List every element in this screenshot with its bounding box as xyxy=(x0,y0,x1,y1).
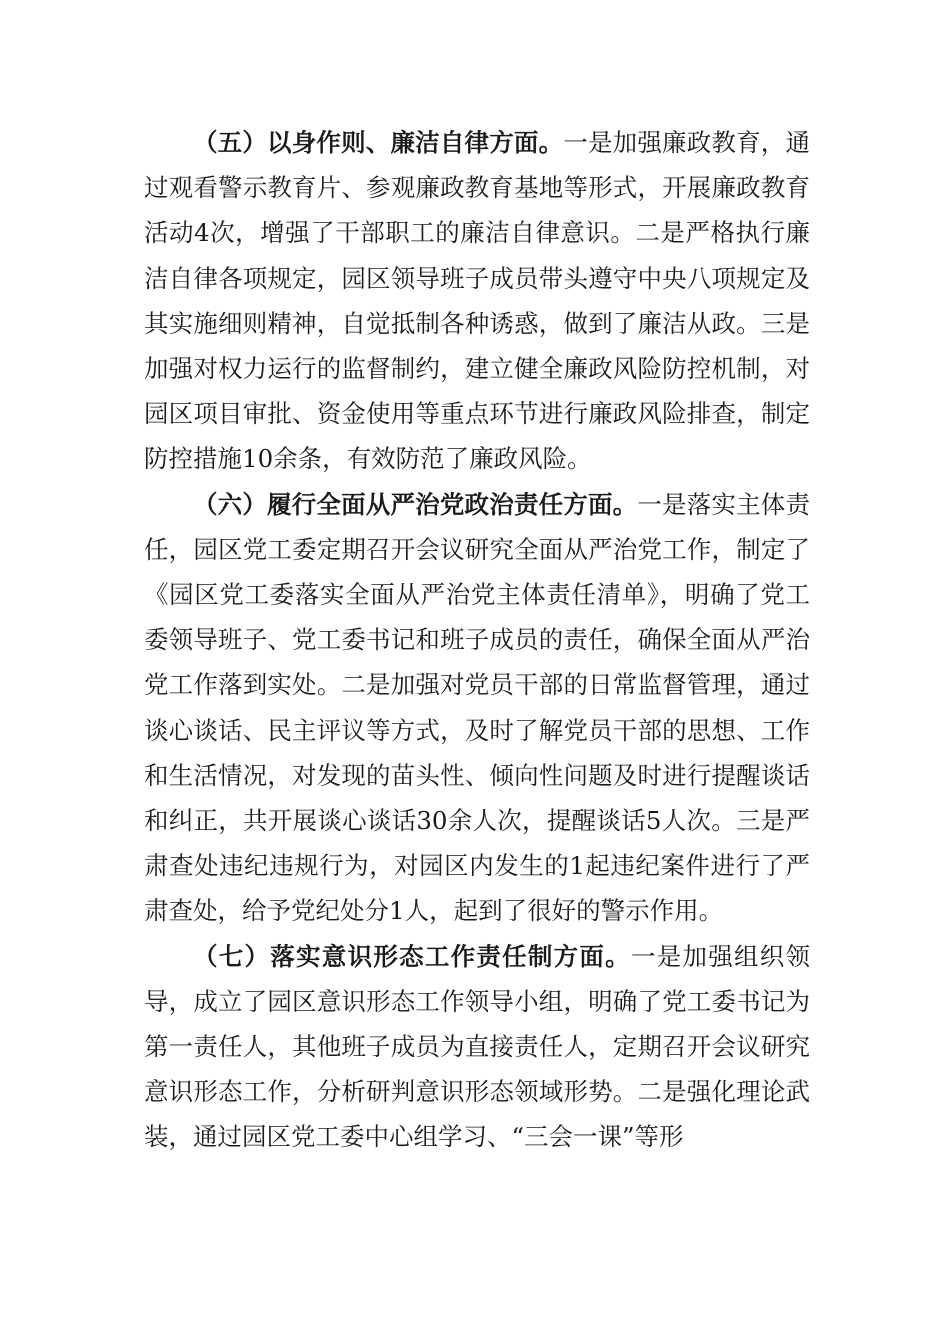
paragraph-6 xyxy=(144,482,810,934)
paragraph-6-body: 一是落实主体责任，园区党工委定期召开会议研究全面从严治党工作，制定了《园区党工委落实全面从严治党主体责任清单》，明确了党工委领导班子、党工委书记和班子成员的责任，确保全面从严治党工作落到实处。二是加强对党员干部的日常监督管理，通过谈心谈话、民主评议等方式，及时了解党员干部的思想、工作和生活情况，对发现的苗头性、倾向性问题及时进行提醒谈话和纠正，共开展谈心谈话30余人次，提醒谈话5人次。三是严肃查处违纪违规行为，对园区内发生的1起违纪案件进行了严肃查处，给予党纪处分1人，起到了很好的警示作用。 xyxy=(144,489,810,926)
paragraph-5-body: 一是加强廉政教育，通过观看警示教育片、参观廉政教育基地等形式，开展廉政教育活动4次，增强了干部职工的廉洁自律意识。二是严格执行廉洁自律各项规定，园区领导班子成员带头遵守中央八项规定及其实施细则精神，自觉抵制各种诱惑，做到了廉洁从政。三是加强对权力运行的监督制约，建立健全廉政风险防控机制，对园区项目审批、资金使用等重点环节进行廉政风险排查，制定防控措施10余条，有效防范了廉政风险。 xyxy=(144,128,810,474)
paragraph-6-heading: （六）履行全面从严治党政治责任方面。 xyxy=(193,489,638,519)
document-body xyxy=(144,120,810,1160)
paragraph-7 xyxy=(144,934,810,1160)
paragraph-7-body: 一是加强组织领导，成立了园区意识形态工作领导小组，明确了党工委书记为第一责任人，其他班子成员为直接责任人，定期召开会议研究意识形态工作，分析研判意识形态领域形势。二是强化理论武装，通过园区党工委中心组学习、“三会一课”等形 xyxy=(144,941,811,1152)
paragraph-7-heading: （七）落实意识形态工作责任制方面。 xyxy=(193,941,631,971)
paragraph-5-heading: （五）以身作则、廉洁自律方面。 xyxy=(193,128,564,157)
paragraph-5 xyxy=(144,120,810,482)
